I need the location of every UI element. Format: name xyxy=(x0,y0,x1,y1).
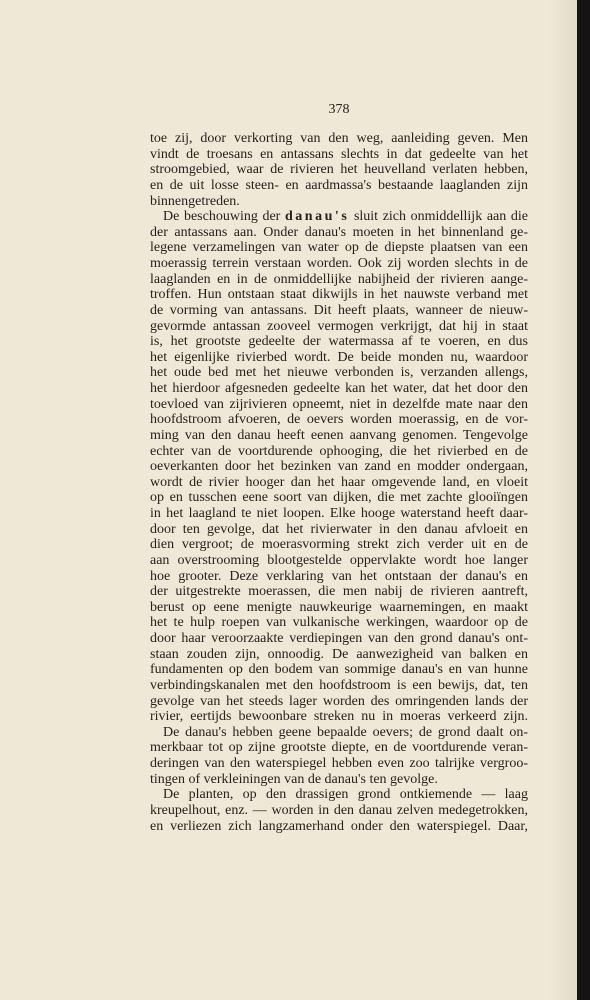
text-segment: sluit zich onmiddellijk aan die xyxy=(349,209,528,225)
page-number: 378 xyxy=(328,102,350,117)
text-line: kreupelhout, enz. — worden in den danau zelven medegetrokken, xyxy=(150,802,528,818)
text-line: echter van de voortdurende ophooging, die het rivierbed en de xyxy=(150,443,528,459)
text-line: De planten, op den drassigen grond ontkiemende — laag xyxy=(163,787,528,803)
scan-edge xyxy=(577,0,590,1000)
text-line: het eigenlijke rivierbed wordt. De beide monden nu, waardoor xyxy=(150,349,528,365)
text-line: dien vergroot; de moerasvorming strekt zich verder uit en de xyxy=(150,537,528,553)
text-line: hoe grooter. Deze verklaring van het ontstaan der danau's en xyxy=(150,568,528,584)
text-line: deringen van den waterspiegel hebben even zoo talrijke vergroo- xyxy=(150,756,528,771)
paragraph xyxy=(150,725,528,788)
text-line: is, het grootste gedeelte der watermassa af te voeren, en dus xyxy=(150,334,528,350)
emphasized-term: danau's xyxy=(284,209,350,225)
text-line: de vorming van antassans. Dit heeft plaats, wanneer de nieuw- xyxy=(150,302,528,318)
text-line xyxy=(150,209,528,225)
text-line: toe zij, door verkorting van den weg, aanleiding geven. Men xyxy=(150,131,528,146)
text-line: stroomgebied, waar de rivieren het heuvelland verlaten hebben, xyxy=(150,162,528,178)
text-line: en verliezen zich langzamerhand onder den waterspiegel. Daar, xyxy=(150,818,528,834)
text-line: hoofdstroom afvoeren, de oevers worden moerassig, en de vor- xyxy=(150,412,528,428)
text-line: der uitgestrekte moerassen, die men nabij de rivieren aantreft, xyxy=(150,584,528,600)
text-line: en de uit losse steen- en aardmassa's bestaande laaglanden zijn xyxy=(150,177,528,193)
text-line: troffen. Hun ontstaan staat dikwijls in het nauwste verband met xyxy=(150,287,528,303)
text-line: De danau's hebben geene bepaalde oevers; de grond daalt on- xyxy=(163,724,528,740)
text-line: aan overstrooming blootgestelde oppervlakte wordt hoe langer xyxy=(150,552,528,568)
text-line: legene verzamelingen van water op de diepste plaatsen van een xyxy=(150,240,528,256)
text-line: toevloed van zijrivieren opneemt, niet in dezelfde mate naar den xyxy=(150,396,528,412)
page-gutter-shadow xyxy=(548,0,577,1000)
text-line: het hierdoor afgesneden gedeelte kan het water, dat het door den xyxy=(150,381,528,396)
text-line: het oude bed met het nieuwe verbonden is, verzanden allengs, xyxy=(150,365,528,381)
text-line: tingen of verkleiningen van de danau's ten gevolge. xyxy=(150,771,438,787)
text-line: der antassans aan. Onder danau's moeten in het binnenland ge- xyxy=(150,224,528,240)
text-line: het te hulp roepen van vulkanische werkingen, waardoor op de xyxy=(150,615,528,631)
paragraph xyxy=(150,209,528,725)
text-line: gevolge van het steeds lager worden des omringenden lands der xyxy=(150,693,528,709)
text-line: ming van den danau heeft eenen aanvang genomen. Tengevolge xyxy=(150,427,528,443)
text-line: door ten gevolge, dat het rivierwater in den danau afvloeit en xyxy=(150,521,528,537)
text-line: oeverkanten door het bezinken van zand en modder ondergaan, xyxy=(150,459,528,475)
paragraph xyxy=(150,131,528,209)
text-line: binnengetreden. xyxy=(150,193,240,209)
text-line: vindt de troesans en antassans slechts in dat gedeelte van het xyxy=(150,146,528,162)
text-line: berust op eene menigte nauwkeurige waarnemingen, en maakt xyxy=(150,599,528,615)
text-line: gevormde antassan zooveel vermogen verkrijgt, dat hij in staat xyxy=(150,318,528,334)
body-text xyxy=(150,131,528,834)
text-line: staan zouden zijn, onnoodig. De aanwezigheid van balken en xyxy=(150,646,528,662)
text-line: wordt de rivier hooger dan het haar omgevende land, en vloeit xyxy=(150,474,528,490)
paragraph xyxy=(150,787,528,834)
text-line: laaglanden en in de onmiddellijke nabijheid der rivieren aange- xyxy=(150,271,528,287)
text-line: fundamenten op den bodem van sommige danau's en van hunne xyxy=(150,662,528,678)
text-line: op en tusschen eene soort van dijken, die met zachte glooiïngen xyxy=(150,490,528,506)
text-line: moerassig terrein verstaan worden. Ook zij worden slechts in de xyxy=(150,256,528,271)
text-line: door haar veroorzaakte verdiepingen van den grond danau's ont- xyxy=(150,631,528,646)
text-line: in het laagland te niet loopen. Elke hooge waterstand heeft daar- xyxy=(150,506,528,521)
text-line: verbindingskanalen met den hoofdstroom is een bewijs, dat, ten xyxy=(150,677,528,693)
text-line: rivier, eertijds bewoonbare streken nu in moeras verkeerd zijn. xyxy=(150,709,528,725)
text-line: merkbaar tot op zijne grootste diepte, en de voortdurende veran- xyxy=(150,740,528,756)
text-segment: De beschouwing der xyxy=(163,209,285,225)
